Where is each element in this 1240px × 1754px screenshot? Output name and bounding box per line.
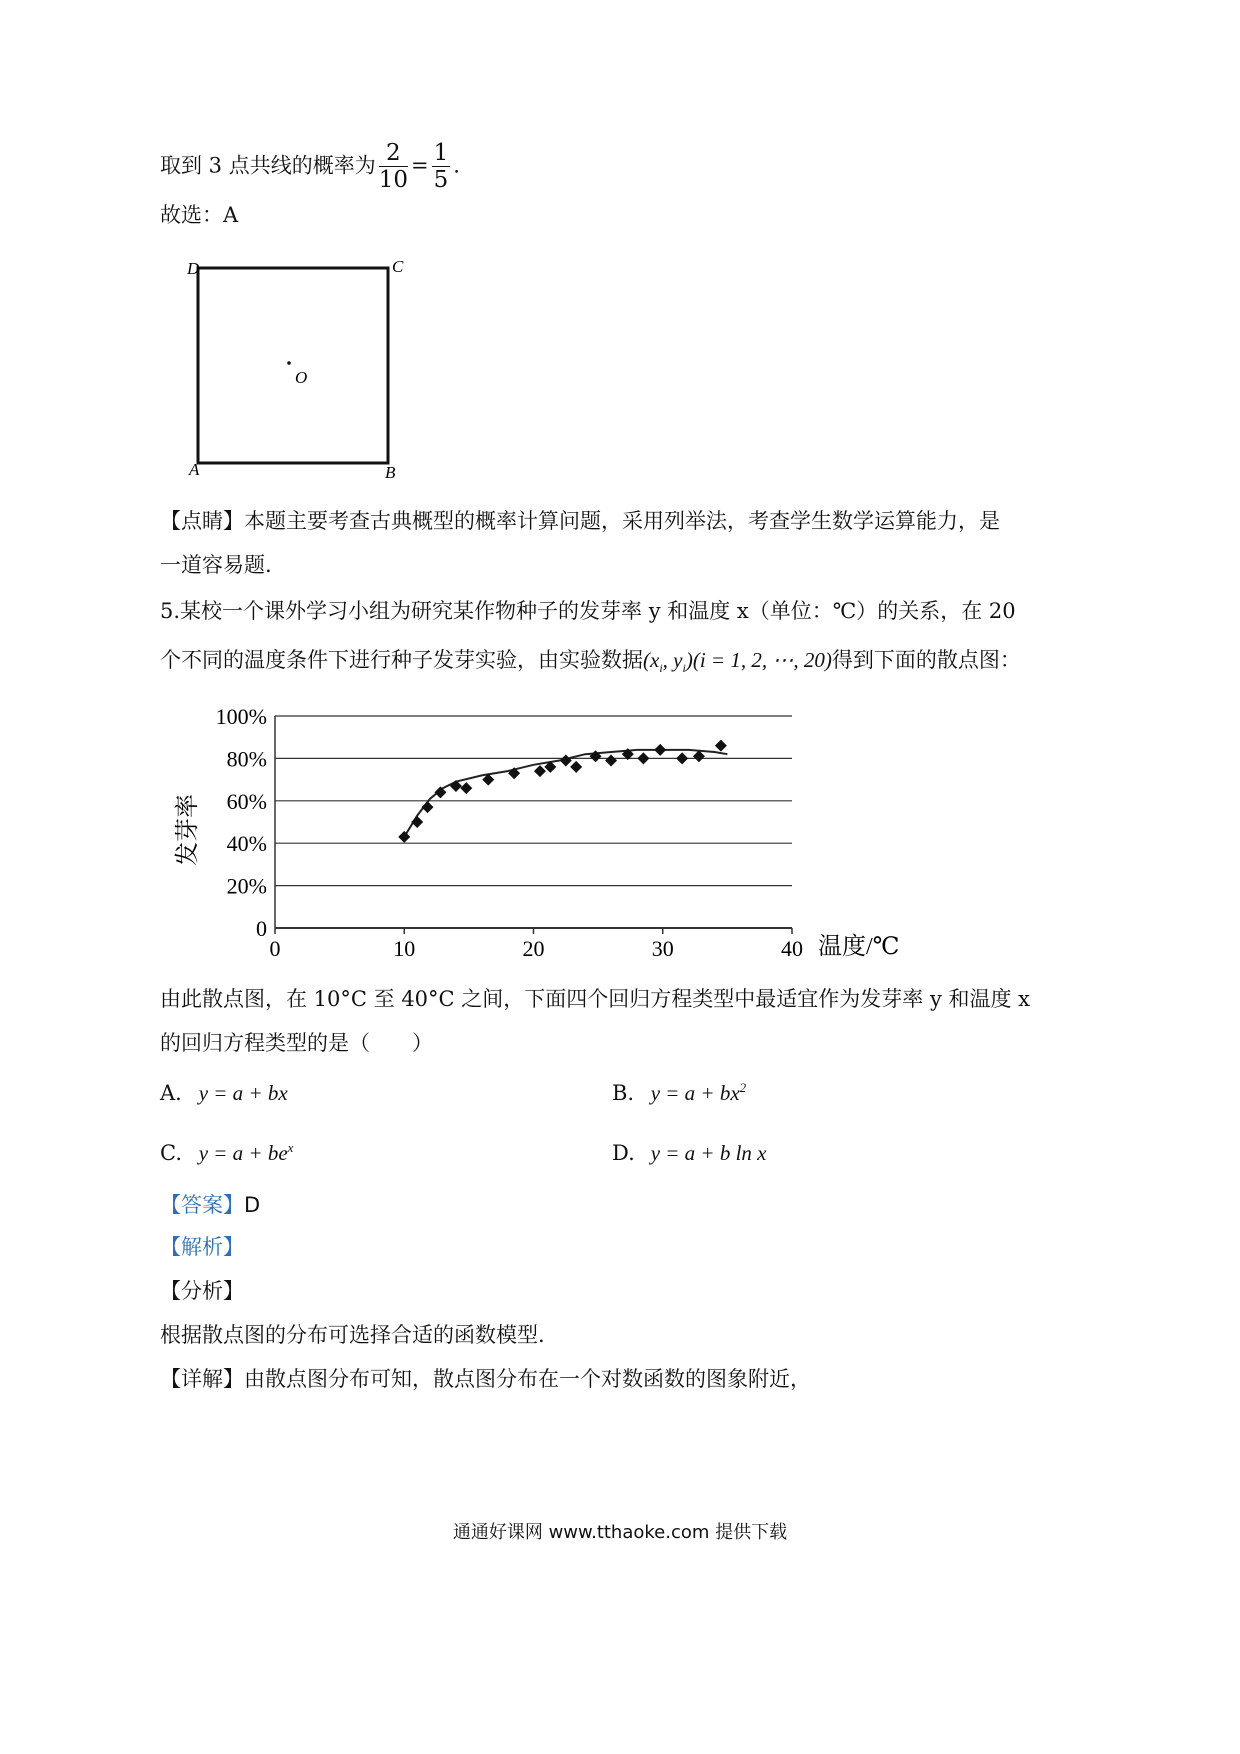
- y-tick-label: 0: [256, 916, 267, 941]
- fenxi-heading: 【分析】: [160, 1279, 244, 1303]
- chart-grid: [275, 716, 792, 934]
- equals-sign: =: [411, 153, 429, 178]
- fenxi-text: 根据散点图的分布可选择合适的函数模型.: [160, 1323, 545, 1347]
- dianjing-line-1: 【点睛】本题主要考查古典概型的概率计算问题，采用列举法，考查学生数学运算能力，是: [160, 509, 1000, 533]
- fraction-2-10: $\frac{2}{10}$: [378, 140, 408, 194]
- answer-value: D: [244, 1193, 261, 1217]
- followup-line-1: 由此散点图，在 10°C 至 40°C 之间，下面四个回归方程类型中最适宜作为发芽率 y 和温度 x: [160, 987, 1031, 1011]
- option-a: A. y = a + bx: [160, 1081, 288, 1105]
- y-tick-label: 20%: [226, 873, 267, 899]
- germination-scatter-chart: [160, 700, 920, 970]
- probability-text: 取到 3 点共线的概率为: [160, 153, 376, 178]
- x-axis-label: 温度/℃: [818, 934, 900, 960]
- data-point: [411, 816, 423, 828]
- data-expression: ($x_i$, $y_i)(i = 1$, 2, ⋯, 20): [643, 648, 832, 676]
- square-diagram: [180, 250, 420, 490]
- data-point: [534, 765, 546, 777]
- followup-line-2: 的回归方程类型的是（ ）: [160, 1031, 433, 1055]
- center-point: [287, 361, 291, 365]
- option-d-expression: y = a + b ln x: [650, 1141, 767, 1165]
- data-points: [398, 740, 727, 843]
- data-point: [398, 831, 410, 843]
- x-tick-label: 30: [651, 936, 674, 961]
- option-b: B. $y = a + bx^2$: [612, 1080, 747, 1105]
- dianjing-line-2: 一道容易题.: [160, 553, 272, 577]
- x-tick-label: 10: [393, 936, 416, 961]
- fraction-1-5: $\frac{1}{5}$: [433, 140, 449, 194]
- x-tick-label: 20: [522, 936, 545, 961]
- analysis-heading: 【解析】: [160, 1235, 244, 1259]
- y-tick-label: 80%: [226, 746, 267, 772]
- x-tick-label: 0: [269, 936, 281, 961]
- data-point: [460, 782, 472, 794]
- y-tick-label: 40%: [226, 831, 267, 857]
- data-point: [637, 752, 649, 764]
- choice-line: 故选：A: [160, 203, 239, 227]
- question-5-line-1: 5.某校一个课外学习小组为研究某作物种子的发芽率 y 和温度 x（单位：℃）的关系，在 20: [160, 599, 1016, 623]
- label-c: C: [392, 257, 404, 276]
- label-a: A: [189, 460, 200, 479]
- data-point: [570, 761, 582, 773]
- data-point: [422, 801, 434, 813]
- probability-line: 取到 3 点共线的概率为 $\frac{2}{10}$ = $\frac{1}{5}$ .: [160, 140, 460, 194]
- option-b-expression: y = a + bx: [650, 1081, 740, 1105]
- y-axis-label: 发芽率: [175, 794, 201, 866]
- option-c-expression: y = a + be: [198, 1141, 288, 1165]
- option-c: C. $y = a + be^x$: [160, 1140, 294, 1165]
- data-point: [560, 755, 572, 767]
- page-footer: 通通好课网 www.tthaoke.com 提供下载: [452, 1522, 788, 1543]
- data-point: [654, 744, 666, 756]
- x-tick-labels: [270, 936, 804, 961]
- data-point: [605, 755, 617, 767]
- square-outline: [198, 268, 388, 463]
- y-tick-labels: [216, 704, 267, 941]
- label-d: D: [187, 259, 200, 278]
- option-a-expression: y = a + bx: [198, 1081, 288, 1105]
- label-o: O: [295, 368, 308, 387]
- data-point: [715, 740, 727, 752]
- data-point: [450, 780, 462, 792]
- data-point: [676, 752, 688, 764]
- y-tick-label: 60%: [226, 788, 267, 814]
- y-tick-label: 100%: [215, 704, 267, 729]
- answer-label: 【答案】: [160, 1193, 244, 1217]
- xiangjie-line: 【详解】由散点图分布可知，散点图分布在一个对数函数的图象附近，: [160, 1367, 811, 1391]
- question-5-line-2: 个不同的温度条件下进行种子发芽实验，由实验数据($x_i$, $y_i)(i = 1$, 2, ⋯, 20)得到下面的散点图：: [160, 648, 1021, 676]
- option-d: D. y = a + b ln x: [612, 1141, 767, 1165]
- answer-line: [160, 1192, 260, 1219]
- x-tick-label: 40: [781, 936, 803, 961]
- label-b: B: [385, 463, 396, 482]
